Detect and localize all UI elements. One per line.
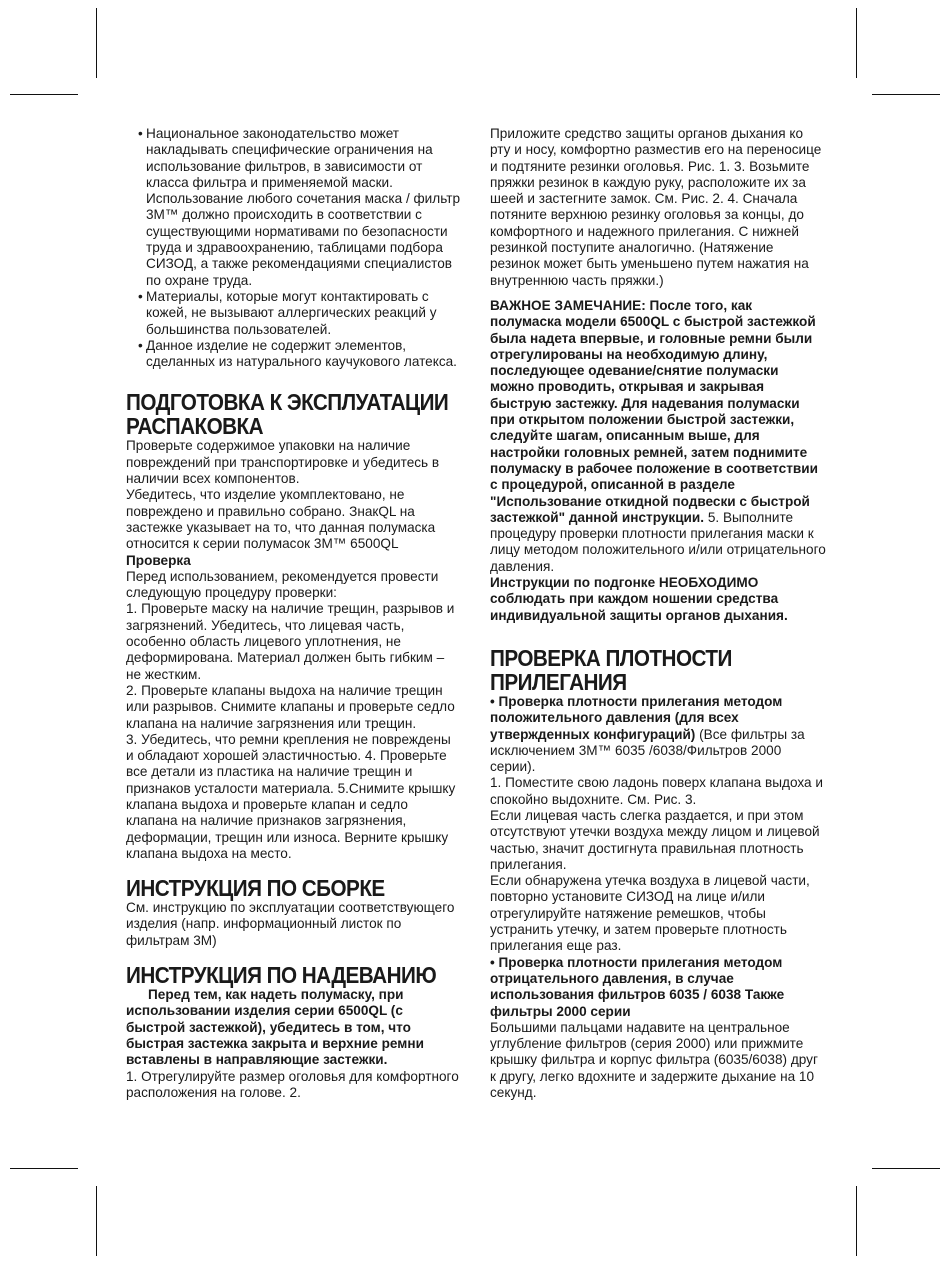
- crop-mark: [10, 1168, 78, 1169]
- crop-mark: [856, 8, 857, 78]
- positive-pressure-leak: Если обнаружена утечка воздуха в лицевой части, повторно установите СИЗОД на лице и/или отрегулируйте натяжение ремешков, чтобы устранить утечку, и затем проверьте плотность прилегания еще раз.: [490, 873, 810, 954]
- crop-mark: [96, 8, 97, 78]
- right-column: [490, 126, 826, 1101]
- donning-intro: Перед тем, как надеть полумаску, при использовании изделия серии 6500QL (с быстрой застежкой), убедитесь в том, что быстрая застежка закрыта и верхние ремни вставлены в направляющие застежки.: [126, 987, 424, 1068]
- crop-mark: [872, 94, 940, 95]
- bullet-latex: • Данное изделие не содержит элементов, сделанных из натурального каучукового латекса.: [126, 338, 462, 371]
- check-title: Проверка: [126, 552, 191, 568]
- heading-donning: ИНСТРУКЦИЯ ПО НАДЕВАНИЮ: [126, 962, 437, 989]
- important-note: [490, 298, 826, 575]
- positive-pressure-scope: (Все фильтры за исключением 3M™ 6035 /6038/Фильтров 2000 серии).: [490, 726, 805, 775]
- bullet-legislation: • Национальное законодательство может накладывать специфические ограничения на использование фильтров, в зависимости от класса фильтра и применяемой маски. Использование любого сочетания маска / фильтр 3M™ должно происходить в соответствии с существующими нормативами по безопасности труда и здравоохранению, таблицами подбора СИЗОД, а также рекомендациями специалистов по охране труда.: [126, 126, 462, 289]
- left-column: [126, 126, 462, 1101]
- crop-mark: [856, 1186, 857, 1256]
- bullet-materials: • Материалы, которые могут контактировать с кожей, не вызывают аллергических реакций у большинства пользователей.: [126, 289, 462, 338]
- heading-assembly: ИНСТРУКЦИЯ ПО СБОРКЕ: [126, 875, 385, 902]
- heading-preparation: ПОДГОТОВКА К ЭКСПЛУАТАЦИИ: [126, 389, 449, 416]
- positive-pressure-title: • Проверка плотности прилегания методом положительного давления (для всех утвержденных конфигураций): [490, 693, 783, 742]
- negative-pressure-title: • Проверка плотности прилегания методом отрицательного давления, в случае использования фильтров 6035 / 6038 Также фильтры 2000 серии: [490, 954, 785, 1019]
- crop-mark: [96, 1186, 97, 1256]
- crop-mark: [872, 1168, 940, 1169]
- unpacking-text: Проверьте содержимое упаковки на наличие повреждений при транспортировке и убедитесь в наличии всех компонентов.: [126, 438, 440, 487]
- check-step-3: 3. Убедитесь, что ремни крепления не повреждены и обладают хорошей эластичностью. 4. Проверьте все детали из пластика на наличие трещин и признаков усталости материала. 5.Снимите крышку клапана выдоха и проверьте клапан и седло клапана на наличие признаков загрязнения, деформации, трещин или износа. Верните крышку клапана выдоха на место.: [126, 731, 456, 861]
- heading-unpacking: РАСПАКОВКА: [126, 413, 264, 440]
- donning-step-1: 1. Отрегулируйте размер оголовья для комфортного расположения на голове. 2.: [126, 1068, 459, 1100]
- assembly-text: См. инструкцию по эксплуатации соответствующего изделия (напр. информационный листок по фильтрам 3M): [126, 900, 455, 948]
- heading-fit-check-line2: ПРИЛЕГАНИЯ: [490, 668, 627, 695]
- check-text: Перед использованием, рекомендуется провести следующую процедуру проверки:: [126, 568, 439, 601]
- positive-pressure-step-1: 1. Поместите свою ладонь поверх клапана выдоха и спокойно выдохните. См. Рис. 3.: [490, 775, 823, 807]
- check-step-2: 2. Проверьте клапаны выдоха на наличие трещин или разрывов. Снимите клапаны и проверьте седло клапана на наличие загрязнения или трещин.: [126, 682, 455, 731]
- fit-instructions-note: Инструкции по подгонке НЕОБХОДИМО соблюдать при каждом ношении средства индивидуальной защиты органов дыхания.: [490, 575, 788, 623]
- negative-pressure-text: Большими пальцами надавите на центральное углубление фильтров (серия 2000) или прижмите крышку фильтра и корпус фильтра (6035/6038) друг к другу, легко вдохните и задержите дыхание на 10 секунд.: [490, 1019, 818, 1101]
- positive-pressure-ok: Если лицевая часть слегка раздается, и при этом отсутствуют утечки воздуха между лицом и лицевой частью, значит достигнута правильная плотность прилегания.: [490, 807, 820, 872]
- donning-continued: Приложите средство защиты органов дыхания ко рту и носу, комфортно разместив его на переносице и подтяните резинки оголовья. Рис. 1. 3. Возьмите пряжки резинок в каждую руку, расположите их за шеей и застегните замок. См. Рис. 2. 4. Сначала потяните верхнюю резинку оголовья за концы, до комфортного и надежного прилегания. С нижней резинкой поступите аналогично. (Натяжение резинок может быть уменьшено путем нажатия на внутреннюю часть пряжки.): [490, 126, 822, 288]
- heading-fit-check: ПРОВЕРКА ПЛОТНОСТИ: [490, 644, 732, 671]
- check-step-1: 1. Проверьте маску на наличие трещин, разрывов и загрязнений. Убедитесь, что лицевая часть, особенно область лицевого уплотнения, не деформирована. Материал должен быть гибким – не жестким.: [126, 601, 455, 682]
- crop-mark: [10, 94, 78, 95]
- important-note-bold: ВАЖНОЕ ЗАМЕЧАНИЕ: После того, как полумаска модели 6500QL с быстрой застежкой была надета впервые, и головные ремни были отрегулированы на необходимую длину, последующее одевание/снятие полумаски можно проводить, открывая и закрывая быструю застежку. Для надевания полумаски при открытом положении быстрой застежки, следуйте шагам, описанным выше, для настройки головных ремней, затем поднимите полумаску в рабочее положение в соответствии с процедурой, описанной в разделе "Использование откидной подвески с быстрой застежкой" данной инструкции.: [490, 297, 818, 525]
- completeness-text: Убедитесь, что изделие укомплектовано, не повреждено и правильно собрано. ЗнакQL на застежке указывает на то, что данная полумаска относится к серии полумасок 3M™ 6500QL: [126, 487, 436, 552]
- important-note-normal: 5. Выполните процедуру проверки плотности прилегания маски к лицу методом положительного и/или отрицательного давления.: [490, 509, 826, 574]
- positive-pressure-check: [490, 694, 826, 775]
